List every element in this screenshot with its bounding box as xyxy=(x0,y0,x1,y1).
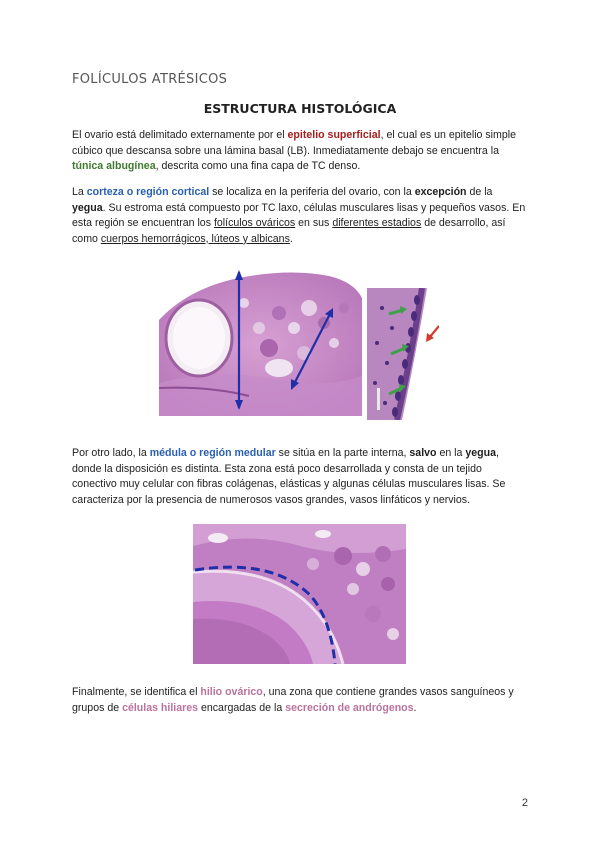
highlight-epitelio: epitelio superficial xyxy=(287,129,381,141)
text: en la xyxy=(436,447,466,459)
highlight-secrecion: secreción de andrógenos xyxy=(285,701,414,714)
text: Finalmente, se identifica el xyxy=(72,686,201,698)
text: , el cual es un epitelio simple cúbico que descansa sobre una lámina basal (LB). Inmediatamente debajo se encuentra la xyxy=(72,129,517,157)
text: La xyxy=(72,186,87,198)
underlined-text: diferentes estadios xyxy=(332,217,422,230)
underlined-text: cuerpos hemorrágicos, lúteos y albicans xyxy=(100,232,290,245)
section-header: FOLÍCULOS ATRÉSICOS xyxy=(72,72,228,87)
page-title: ESTRUCTURA HISTOLÓGICA xyxy=(203,101,397,116)
text: , descrita como una fina capa de TC denso. xyxy=(155,160,361,173)
page-number: 2 xyxy=(521,797,528,809)
paragraph-medulla xyxy=(72,446,528,508)
bold-text: salvo xyxy=(409,447,437,459)
text: . xyxy=(289,232,293,245)
text: encargadas de la xyxy=(198,701,286,714)
epithelium-micrograph xyxy=(367,288,439,420)
text: Por otro lado, la xyxy=(72,447,150,459)
highlight-hilio: hilio ovárico xyxy=(200,686,263,698)
text: de desarrollo, así como xyxy=(72,217,506,245)
paragraph-hilum xyxy=(72,685,528,716)
text: se sitúa en la parte interna, xyxy=(275,447,410,459)
text: . Su estroma está compuesto por TC laxo, células musculares lisas y pequeños vasos. En esta región se encuentran los xyxy=(72,201,526,230)
text: se localiza en la periferia del ovario, con la xyxy=(209,186,415,198)
text: , una zona que contiene grandes vasos sanguíneos y grupos de xyxy=(72,686,514,714)
text: de la xyxy=(466,186,493,198)
text: en sus xyxy=(295,217,333,230)
underlined-text: folículos ováricos xyxy=(213,217,296,230)
paragraph-cortex xyxy=(72,185,528,247)
cortex-micrograph xyxy=(159,268,362,416)
text: El ovario está delimitado externamente por el xyxy=(72,129,288,141)
bold-text: yegua xyxy=(72,201,103,214)
highlight-medula: médula o región medular xyxy=(149,447,276,459)
medulla-micrograph xyxy=(193,524,406,664)
paragraph-epithelium xyxy=(72,128,528,175)
text: , donde la disposición es distinta. Esta zona está poco desarrollada y consta de un tejido conectivo muy celular con fibras colágenas, elásticas y algunas células musculares lisas. Se caracteriza por la presencia de numerosos vasos grandes, vasos linfáticos y nervios. xyxy=(72,447,506,506)
bold-text: yegua xyxy=(465,447,496,459)
bold-text: excepción xyxy=(414,186,467,198)
highlight-tunica: túnica albugínea xyxy=(72,160,156,173)
text: . xyxy=(413,701,417,714)
highlight-corteza: corteza o región cortical xyxy=(86,186,210,198)
highlight-celulas-hiliares: células hiliares xyxy=(122,701,199,714)
